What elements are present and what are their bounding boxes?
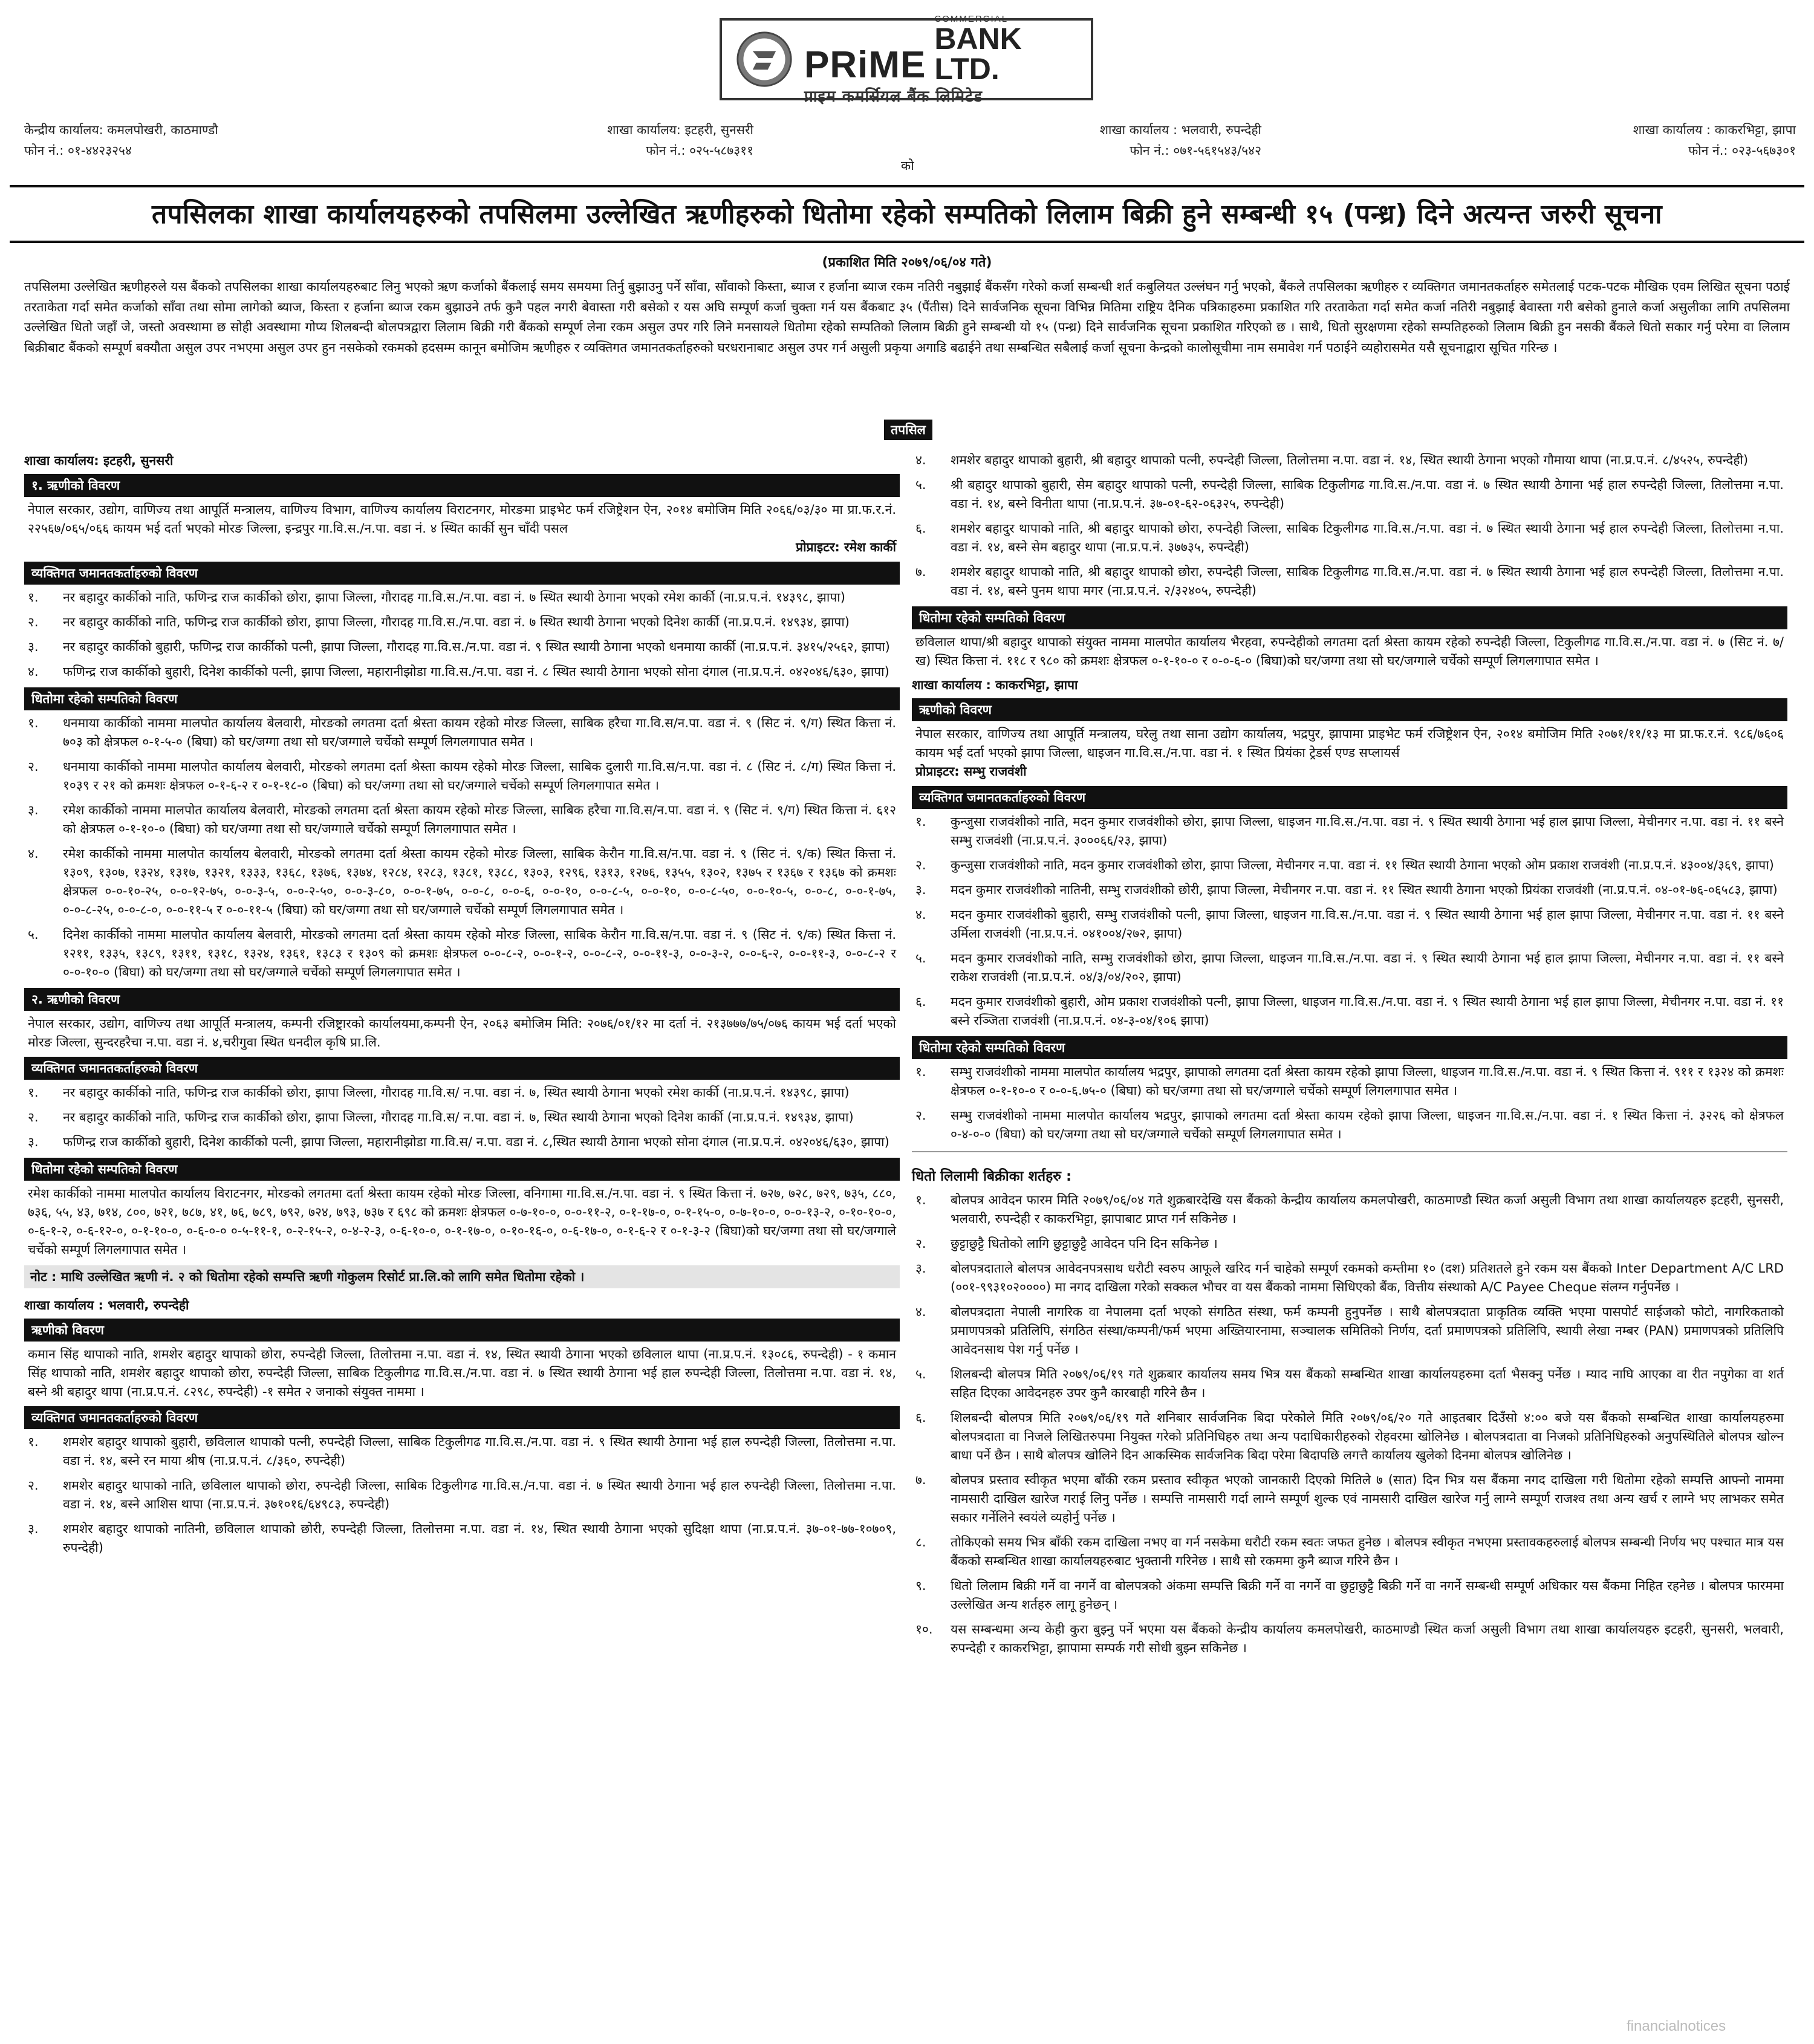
item-number: २. (915, 1108, 926, 1123)
item-number: ६. (915, 1410, 926, 1425)
section-divider (912, 1151, 1787, 1152)
office-bhalwari-phone: फोन नं.: ०७१-५६१५४३/५४२ (1130, 143, 1261, 158)
item-number: ४. (28, 846, 39, 861)
item-number: १. (915, 1193, 926, 1207)
list-item (24, 1519, 900, 1562)
item-number: २. (28, 615, 39, 629)
section-heading: व्यक्तिगत जमानतकर्ताहरुको विवरण (24, 1406, 900, 1429)
item-number: ४. (915, 907, 926, 922)
list-item (24, 713, 900, 756)
list-item (24, 800, 900, 843)
list-item (24, 661, 900, 686)
section-heading: व्यक्तिगत जमानतकर्ताहरुको विवरण (24, 562, 900, 585)
item-text: तोकिएको समय भित्र बाँकी रकम दाखिला नभए वा गर्न नसकेमा धरौटी रकम स्वतः जफत हुनेछ । बोलपत्र स्वीकृत नभएमा प्रस्तावकहरुलाई बोलपत्र सम्बन्धी निर्णय भए पश्चात मात्र यस बैंकको सम्बन्धित शाखा कार्यालयहरुबाट भुक्तानी गरिनेछ । साथै सो रकममा कुनै ब्याज गरिने छैन । (951, 1535, 1784, 1568)
list-item (912, 475, 1787, 518)
list-item (912, 1062, 1787, 1105)
ko-label: को (901, 158, 914, 173)
list-item (912, 1258, 1787, 1302)
section-heading: १. ऋणीको विवरण (24, 474, 900, 497)
list-item (24, 637, 900, 661)
bank-logo (720, 13, 1093, 106)
item-text: नर बहादुर कार्कीको नाति, फणिन्द्र राज कार्कीको छोरा, झापा जिल्ला, गौरादह गा.वि.स./न.पा. वडा नं. ७ स्थित स्थायी ठेगाना भएको दिनेश कार्की (ना.प्र.प.नं. १४९३४, झापा) (63, 615, 850, 629)
item-text: मदन कुमार राजवंशीको नातिनी, सम्भु राजवंशीको छोरी, झापा जिल्ला, मेचीनगर न.पा. वडा नं. ११ स्थित स्थायी ठेगाना भएको प्रियंका राजवंशी (ना.प्र.प.नं. ०४-०१-७६-०६५८३, झापा) (951, 883, 1778, 897)
list-item (24, 1475, 900, 1519)
item-text: शमशेर बहादुर थापाको नाति, श्री बहादुर थापाको छोरा, रुपन्देही जिल्ला, साबिक टिकुलीगढ गा.वि.स./न.पा. वडा नं. ७ स्थित स्थायी ठेगाना भई हाल रुपन्देही जिल्ला, तिलोत्तमा न.पा. वडा नं. १४, बस्ने पुनम थापा मगर (ना.प्र.प.नं. २/३२४०५, रुपन्देही) (951, 565, 1784, 598)
item-number: १. (28, 716, 39, 730)
borrower-text: कमान सिंह थापाको नाति, शमशेर बहादुर थापाको छोरा, रुपन्देही जिल्ला, तिलोत्तमा न.पा. वडा नं. १४, स्थित स्थायी ठेगाना भएको छविलाल थापा (ना.प्र.प.नं. १३०८६, रुपन्देही) - १ कमान सिंह थापाको नाति, शमशेर बहादुर थापाको छोरा, रुपन्देही जिल्ला, साबिक टिकुलीगढ गा.वि.स./न.पा. वडा नं. ७ स्थित स्थायी ठेगाना भई हाल रुपन्देही जिल्ला, तिलोत्तमा न.पा. वडा नं. १४, बस्ने श्री बहादुर थापा (ना.प्र.प.नं. ८२९८, रुपन्देही) -१ समेत २ जनाको संयुक्त नाममा । (28, 1347, 896, 1399)
guarantor-list (24, 1082, 900, 1157)
section-heading: धितोमा रहेको सम्पतिको विवरण (912, 606, 1787, 629)
collateral-text: रमेश कार्कीको नाममा मालपोत कार्यालय विराटनगर, मोरङको लगतमा दर्ता श्रेस्ता कायम रहेको मोरङ जिल्ला, वनिगामा गा.वि.स./न.पा. वडा नं. ९ स्थित कित्ता नं. ७२७, ७२८, ७२९, ७३५, ८८०, ७३६, ५५, ४३, ७१४, ८००, ७२१, ७८७, ४१, ७६, ७८९, ७९२, ७२४, ७९३, ७३७ र ६९८ को क्रमशः क्षेत्रफल ०-७-१०-०, ०-०-११-२, ०-१-१७-०, ०-१-१५-०, ०-७-१०-०, ०-०-१३-२, ०-१०-१०-०, ०-६-१-२, ०-६-१२-०, ०-१-१०-०, ०-६-०-० ०-५-११-१, ०-२-१५-२, ०-४-२-३, ०-६-१०-०, ०-१-१७-०, ०-१०-१६-०, ०-६-१७-०, ०-१-६-२ र ०-१-३-२ (बिघा)को घर/जग्गा तथा सो घर/जग्गाले चर्चेको सम्पूर्ण लिगलगापात समेत । (28, 1186, 896, 1257)
item-text: छुट्टाछुट्टै धितोको लागि छुट्टाछुट्टै आवेदन पनि दिन सकिनेछ । (951, 1236, 1218, 1251)
list-item (24, 1082, 900, 1107)
bank-emblem-icon (735, 30, 793, 88)
item-number: १०. (915, 1622, 933, 1637)
item-text: नर बहादुर कार्कीको नाति, फणिन्द्र राज कार्कीको छोरा, झापा जिल्ला, गौरादह गा.वि.स./न.पा. वडा नं. ७ स्थित स्थायी ठेगाना भएको रमेश कार्की (ना.प्र.प.नं. १४३९८, झापा) (63, 590, 845, 605)
item-number: ६. (915, 521, 926, 536)
collateral-list (24, 713, 900, 987)
item-number: ५. (915, 478, 926, 492)
list-item (912, 1233, 1787, 1258)
office-bhalwari-address: शाखा कार्यालय : भलवारी, रुपन्देही (1099, 123, 1261, 137)
item-number: ३. (28, 640, 39, 654)
item-number: १. (915, 1065, 926, 1079)
item-text: धितो लिलाम बिक्री गर्ने वा नगर्ने वा बोलपत्रको अंकमा सम्पत्ति बिक्री गर्ने वा नगर्ने वा छुट्टाछुट्टै बिक्री गर्ने वा नगर्ने सम्बन्धी सम्पूर्ण अधिकार यस बैंकमा निहित रहनेछ । बोलपत्र फारममा उल्लेखित अन्य शर्तहरु लागू हुनेछन् । (951, 1578, 1784, 1612)
section-heading: व्यक्तिगत जमानतकर्ताहरुको विवरण (24, 1057, 900, 1080)
list-item (912, 1302, 1787, 1364)
logo-bank: BANK LTD. (934, 21, 1022, 86)
list-item (24, 1107, 900, 1132)
logo-nepali-name: प्राइम कमर्सियल बैंक लिमिटेड (804, 87, 983, 106)
list-item (912, 1470, 1787, 1532)
item-text: धनमाया कार्कीको नाममा मालपोत कार्यालय बेलवारी, मोरङको लगतमा दर्ता श्रेस्ता कायम रहेको मोरङ जिल्ला, साबिक हरैचा गा.वि.स/न.पा. वडा नं. ९ (सिट नं. ९/ग) स्थित कित्ता नं. ७०३ को क्षेत्रफल ०-१-५-० (बिघा) को घर/जग्गा तथा सो घर/जग्गाले चर्चेको सम्पूर्ण लिगलगापात समेत । (63, 716, 896, 749)
list-item (912, 855, 1787, 880)
borrower-details (912, 724, 1787, 785)
list-item (912, 1407, 1787, 1470)
office-central (24, 120, 218, 161)
list-item (24, 924, 900, 987)
list-item (912, 948, 1787, 991)
list-item (912, 904, 1787, 948)
tapsil-label: तपसिल (884, 420, 932, 440)
office-itahari-address: शाखा कार्यालय: इटहरी, सुनसरी (607, 123, 753, 137)
item-text: कुन्जुसा राजवंशीको नाति, मदन कुमार राजवंशीको छोरा, झापा जिल्ला, धाइजन गा.वि.स./न.पा. वडा नं. ९ स्थित स्थायी ठेगाना भई हाल झापा जिल्ला, मेचीनगर न.पा. वडा नं. ११ बस्ने सम्भु राजवंशी (ना.प्र.प.नं. ३०००६६/२३, झापा) (951, 814, 1784, 848)
item-number: ७. (915, 565, 926, 579)
list-item (912, 991, 1787, 1035)
list-item (24, 612, 900, 637)
item-number: २. (915, 858, 926, 872)
office-central-phone: फोन नं.: ०१-४४२३२५४ (24, 143, 132, 158)
guarantor-list-continued (912, 450, 1787, 605)
office-kakarbhitta (1548, 120, 1796, 161)
guarantor-list (912, 811, 1787, 1035)
logo-commercial: COMMERCIAL (934, 13, 1009, 24)
notice-title: तपसिलका शाखा कार्यालयहरुको तपसिलमा उल्लेखित ऋणीहरुको धितोमा रहेको सम्पतिको लिलाम बिक्री हुने सम्बन्धी १५ (पन्ध्र) दिने अत्यन्त जरुरी सूचना (151, 199, 1663, 230)
item-text: सम्भु राजवंशीको नाममा मालपोत कार्यालय भद्रपुर, झापाको लगतमा दर्ता श्रेस्ता कायम रहेको झापा जिल्ला, धाइजन गा.वि.स./न.पा. वडा नं. १ स्थित कित्ता नं. ३२२६ को क्षेत्रफल ०-४-०-० (बिघा) को घर/जग्गा तथा सो घर/जग्गाले चर्चेको सम्पूर्ण लिगलगापात समेत । (951, 1108, 1784, 1141)
borrower-text: नेपाल सरकार, उद्योग, वाणिज्य तथा आपूर्ति मन्त्रालय, कम्पनी रजिष्ट्रारको कार्यालयमा,कम्पनी ऐन, २०६३ बमोजिम मिति: २०७६/०१/१२ मा दर्ता नं. २१३७७७/७५/०७६ कायम भई दर्ता भएको मोरङ जिल्ला, सुन्दरहरैचा न.पा. वडा नं. ४,चरीगुवा स्थित धनदील कृषि प्रा.लि. (28, 1016, 896, 1050)
list-item (912, 1364, 1787, 1407)
item-number: ३. (28, 1135, 39, 1149)
item-number: ८. (915, 1535, 926, 1549)
item-number: २. (28, 759, 39, 774)
item-text: नर बहादुर कार्कीको नाति, फणिन्द्र राज कार्कीको छोरा, झापा जिल्ला, गौरादह गा.वि.स/ न.पा. वडा नं. ७, स्थित स्थायी ठेगाना भएको दिनेश कार्की (ना.प्र.प.नं. १४९३४, झापा) (63, 1110, 854, 1124)
item-text: श्री बहादुर थापाको बुहारी, सेम बहादुर थापाको पत्नी, रुपन्देही जिल्ला, साबिक टिकुलीगढ गा.वि.स./न.पा. वडा नं. ७ स्थित स्थायी ठेगाना भई हाल रुपन्देही जिल्ला, तिलोत्तमा न.पा. वडा नं. १४, बस्ने विनीता थापा (ना.प्र.प.नं. ३७-०१-६२-०६३२५, रुपन्देही) (951, 478, 1784, 511)
list-item (24, 1132, 900, 1157)
item-text: बोलपत्र आवेदन फारम मिति २०७९/०६/०४ गते शुक्रबारदेखि यस बैंकको केन्द्रीय कार्यालय कमलपोखरी, काठमाण्डौ स्थित कर्जा असुली विभाग तथा शाखा कार्यालयहरु इटहरी, सुनसरी, भलवारी, रुपन्देही र काकरभिट्टा, झापाबाट प्राप्त गर्न सकिनेछ । (951, 1193, 1784, 1226)
item-number: १. (28, 1435, 39, 1449)
office-kakarbhitta-phone: फोन नं.: ०२३-५६७३०१ (1688, 143, 1796, 158)
intro-paragraph: तपसिलमा उल्लेखित ऋणीहरुले यस बैंकको तपसिलका शाखा कार्यालयहरुबाट लिनु भएको ऋण कर्जाको बैंकलाई समय समयमा तिर्नु बुझाउनु पर्ने साँवा, साँवाको किस्ता, ब्याज र हर्जाना ब्याज रकम नतिरी नबुझाई बैंकसँग गरेको कर्जा सम्बन्धी शर्त कबुलियत उल्लंघन गर्नु भएको, बैंकले तपसिलका ऋणीहरु र व्यक्तिगत जमानतकर्ताहरु समेतलाई पटक-पटक मौखिक एवम लिखित सूचना पठाई तरताकेता गर्दा समेत कर्जाको साँवा तथा सोमा लागेको ब्याज, किस्ता र हर्जाना ब्याज रकम बुझाउने तर्फ कुनै पहल नगरी बेवास्ता गरी बसेको र यस अघि सम्पूर्ण कर्जा चुक्ता गर्न यस बैंकबाट ३५ (पैंतीस) दिने सार्वजनिक सूचना विभिन्न मितिमा राष्ट्रिय दैनिक पत्रिकाहरुमा प्रकाशित गरि तरताकेता गर्दा समेत कर्जा नतिरी नबुझाई बेवास्ता गरी बसेको हुनाले कर्जा असुलीका लागि तपसिलमा उल्लेखित धितो जहाँ जे, जस्तो अवस्थामा छ सोही अवस्थामा गोप्य शिलबन्दी बोलपत्रद्वारा लिलाम बिक्री गरी बैंकको सम्पूर्ण लेना रकम असुल उपर गरि लिने मनसायले धितोमा रहेको सम्पतिको लिलाम बिक्री हुने सम्बन्धी यो १५ (पन्ध्र) दिने सार्वजनिक सूचना प्रकाशित गरिएको छ । साथै, धितो सुरक्षणमा रहेको सम्पतिहरुको लिलाम बिक्री हुन नसकी बैंकले धितो सकार गर्नु परेमा वा लिलाम बिक्रीबाट बैंकको सम्पूर्ण बक्यौता असुल उपर नभएमा असुल उपर हुन नसकेको रकमको हदसम्म कानून बमोजिम ऋणीहरु र व्यक्तिगत जमानतकर्ताहरुको घरधरानाबाट असुल उपर गर्न असुली प्रकृया अगाडि बढाईने तथा सम्बन्धित सबैलाई कर्जा सूचना केन्द्रको कालोसूचीमा नाम समावेश गर्न पठाईने व्यहोरासमेत यसै सूचनाद्वारा सूचित गरिन्छ । (24, 279, 1790, 355)
item-number: ६. (915, 994, 926, 1009)
borrower-details (24, 499, 900, 560)
conditions-list (912, 1190, 1787, 1663)
borrower-text: नेपाल सरकार, वाणिज्य तथा आपूर्ति मन्त्रालय, घरेलु तथा साना उद्योग कार्यालय, भद्रपुर, झापामा प्राइभेट फर्म रजिष्ट्रेशन ऐन, २०१४ बमोजिम मिति २०७१/११/१३ मा प्रा.फ.र.नं. ९८६/७६०६ कायम भई दर्ता भएको झापा जिल्ला, धाइजन गा.वि.स./न.पा. वडा नं. १ स्थित प्रियंका ट्रेडर्स एण्ड सप्लायर्स (915, 727, 1784, 760)
office-central-address: केन्द्रीय कार्यालय: कमलपोखरी, काठमाण्डौ (24, 123, 218, 137)
logo-prime: PRiME (804, 44, 926, 86)
item-text: रमेश कार्कीको नाममा मालपोत कार्यालय बेलवारी, मोरङको लगतमा दर्ता श्रेस्ता कायम रहेको मोरङ जिल्ला, साबिक केरौन गा.वि.स/न.पा. वडा नं. ९ (सिट नं. ९/क) स्थित कित्ता नं. १३०९, १३०७, १३२४, १३१७, १३२१, १३३३, १३६८, १३७६, १३७४, १२८४, १२८३, १३८१, १३८८, १३०३, १२९६, १३१३, १२७६, १३५५, १३०२, १३७५ र १३६७ र १३६७ को क्रमशः क्षेत्रफल ०-०-१०-२५, ०-०-१२-७५, ०-०-३-५, ०-०-२-५०, ०-०-३-८०, ०-०-१-७५, ०-०-८, ०-०-६, ०-०-१०, ०-०-८-५, ०-०-१०, ०-०-८-५०, ०-०-१०-५, ०-०-८, ०-०-१-७५, ०-०-८-२५, ०-०-८-०, ०-०-११-५ र ०-०-११-५ (बिघा) को घर/जग्गा तथा सो घर/जग्गाले चर्चेको सम्पूर्ण लिगलगापात समेत । (63, 846, 896, 917)
publication-date: (प्रकाशित मिति २०७९/०६/०४ गते) (822, 255, 992, 270)
collateral-list (912, 1062, 1787, 1149)
header-rule-top (10, 185, 1804, 187)
item-number: ७. (915, 1473, 926, 1487)
left-column (24, 450, 900, 1562)
item-number: ३. (28, 803, 39, 817)
office-bhalwari (1050, 120, 1261, 161)
branch-kakarbhitta-heading: शाखा कार्यालय : काकरभिट्टा, झापा (912, 678, 1078, 692)
proprietor: प्रोप्राइटर: रमेश कार्की (796, 540, 896, 554)
list-item (912, 1105, 1787, 1149)
section-heading: ऋणीको विवरण (24, 1319, 900, 1342)
item-text: शिलबन्दी बोलपत्र मिति २०७९/०६/१९ गते शुक्रबार कार्यालय समय भित्र यस बैंकको सम्बन्धित शाखा कार्यालयहरुमा दर्ता भैसक्नु पर्नेछ । म्याद नाघि आएका वा रीत नपुगेका वा शर्त सहित दिएका आवेदनहरु उपर कुनै कारबाही गरिने छैन । (951, 1367, 1784, 1400)
item-number: १. (28, 590, 39, 605)
item-text: फणिन्द्र राज कार्कीको बुहारी, दिनेश कार्कीको पत्नी, झापा जिल्ला, महारानीझोडा गा.वि.स/ न.पा. वडा नं. ८,स्थित स्थायी ठेगाना भएको सोना दंगाल (ना.प्र.प.नं. ०४२०४६/६३०, झापा) (63, 1135, 889, 1149)
item-text: बोलपत्रदाता नेपाली नागरिक वा नेपालमा दर्ता भएको संगठित संस्था, फर्म कम्पनी हुनुपर्नेछ । साथै बोलपत्रदाता प्राकृतिक व्यक्ति भएमा पासपोर्ट साईजको फोटो, नागरिकताको प्रमाणपत्रको प्रतिलिपि, संगठित संस्था/कम्पनी/फर्म भएमा अख्तियारनामा, सञ्चालक समितिको निर्णय, दर्ता प्रमाणपत्रको प्रतिलिपि, स्थायी लेखा नम्बर (PAN) प्रमाणपत्रको प्रतिलिपि आवेदनसाथ पेश गर्नु पर्नेछ । (951, 1305, 1784, 1357)
item-text: शमशेर बहादुर थापाको नाति, श्री बहादुर थापाको छोरा, रुपन्देही जिल्ला, साबिक टिकुलीगढ गा.वि.स./न.पा. वडा नं. ७ स्थित स्थायी ठेगाना भई हाल रुपन्देही जिल्ला, तिलोत्तमा न.पा. वडा नं. १४, बस्ने सेम बहादुर थापा (ना.प्र.प.नं. ३७७३५, रुपन्देही) (951, 521, 1784, 554)
list-item (24, 756, 900, 800)
item-text: रमेश कार्कीको नाममा मालपोत कार्यालय बेलवारी, मोरङको लगतमा दर्ता श्रेस्ता कायम रहेको मोरङ जिल्ला, साबिक हरैचा गा.वि.स/न.पा. वडा नं. ९ (सिट नं. ९/ग) स्थित कित्ता नं. ६१२ को क्षेत्रफल ०-१-१०-० (बिघा) को घर/जग्गा तथा सो घर/जग्गाले चर्चेको सम्पूर्ण लिगलगापात समेत । (63, 803, 896, 836)
item-text: शमशेर बहादुर थापाको नाति, छविलाल थापाको छोरा, रुपन्देही जिल्ला, साबिक टिकुलीगढ गा.वि.स./न.पा. वडा नं. ७ स्थित स्थायी ठेगाना भई हाल रुपन्देही जिल्ला, तिलोत्तमा न.पा. वडा नं. १४, बस्ने आशिस थापा (ना.प्र.प.नं. ३७१०१६/६४९८३, रुपन्देही) (63, 1478, 896, 1511)
item-text: मदन कुमार राजवंशीको नाति, सम्भु राजवंशीको छोरा, झापा जिल्ला, धाइजन गा.वि.स./न.पा. वडा नं. ९ स्थित स्थायी ठेगाना भई हाल झापा जिल्ला, मेचीनगर न.पा. वडा नं. ११ बस्ने राकेश राजवंशी (ना.प्र.प.नं. ०४/३/०४/२०२, झापा) (951, 951, 1784, 984)
list-item (912, 562, 1787, 605)
item-text: शमशेर बहादुर थापाको बुहारी, छविलाल थापाको पत्नी, रुपन्देही जिल्ला, साबिक टिकुलीगढ गा.वि.स./न.पा. वडा नं. ९ स्थित स्थायी ठेगाना भई हाल रुपन्देही जिल्ला, तिलोत्तमा न.पा. वडा नं. १४, बस्ने रन माया श्रीष (ना.प्र.प.नं. ८/३६०, रुपन्देही) (63, 1435, 896, 1468)
office-itahari-phone: फोन नं.: ०२५-५८७३११ (646, 143, 753, 158)
item-number: २. (28, 1478, 39, 1493)
proprietor: प्रोप्राइटर: सम्भु राजवंशी (915, 764, 1027, 779)
section-heading: धितोमा रहेको सम्पतिको विवरण (24, 1158, 900, 1181)
section-heading: व्यक्तिगत जमानतकर्ताहरुको विवरण (912, 786, 1787, 809)
item-number: २. (28, 1110, 39, 1124)
list-item (912, 1532, 1787, 1575)
item-number: १. (915, 814, 926, 829)
list-item (912, 450, 1787, 475)
item-text: सम्भु राजवंशीको नाममा मालपोत कार्यालय भद्रपुर, झापाको लगतमा दर्ता श्रेस्ता कायम रहेको झापा जिल्ला, धाइजन गा.वि.स./न.पा. वडा नं. ९ स्थित कित्ता नं. ९११ र १३२४ को क्रमशः क्षेत्रफल ०-१-१०-० र ०-०-६.७५-० (बिघा) को घर/जग्गा तथा सो घर/जग्गाले चर्चेको सम्पूर्ण लिगलगापात समेत । (951, 1065, 1784, 1098)
item-number: ३. (915, 883, 926, 897)
office-kakarbhitta-address: शाखा कार्यालय : काकरभिट्टा, झापा (1633, 123, 1796, 137)
guarantor-list (24, 1432, 900, 1562)
list-item (912, 811, 1787, 855)
item-text: नर बहादुर कार्कीको नाति, फणिन्द्र राज कार्कीको छोरा, झापा जिल्ला, गौरादह गा.वि.स/ न.पा. वडा नं. ७, स्थित स्थायी ठेगाना भएको रमेश कार्की (ना.प्र.प.नं. १४३९८, झापा) (63, 1085, 850, 1100)
item-number: २. (915, 1236, 926, 1251)
item-text: बोलपत्र प्रस्ताव स्वीकृत भएमा बाँकी रकम प्रस्ताव स्वीकृत भएको जानकारी दिएको मितिले ७ (सात) दिन भित्र यस बैंकमा नगद दाखिला गरी धितोमा रहेको सम्पत्ति आफ्नो नाममा नामसारी दाखिल खारेज गराई लिनु पर्नेछ । सम्पत्ति नामसारी गर्दा लाग्ने सम्पूर्ण शुल्क एवं नामसारी दाखिल खारेज गर्नु लाग्ने सम्पूर्ण राजश्व तथा अन्य खर्च र लाग्ने भए लाभकर समेत सकार गर्नेलिने स्वयंले व्यहोर्नु पर्नेछ । (951, 1473, 1784, 1525)
item-text: मदन कुमार राजवंशीको बुहारी, सम्भु राजवंशीको पत्नी, झापा जिल्ला, धाइजन गा.वि.स./न.पा. वडा नं. ९ स्थित स्थायी ठेगाना भई हाल झापा जिल्ला, मेचीनगर न.पा. वडा नं. ११ बस्ने उर्मिला राजवंशी (ना.प्र.प.नं. ०४१००४/२७२, झापा) (951, 907, 1784, 941)
item-number: ४. (915, 453, 926, 467)
section-heading: धितोमा रहेको सम्पतिको विवरण (24, 687, 900, 710)
list-item (912, 1619, 1787, 1663)
item-number: १. (28, 1085, 39, 1100)
item-number: ५. (915, 1367, 926, 1381)
item-number: ४. (28, 664, 39, 679)
logo-text (804, 15, 1078, 105)
list-item (24, 843, 900, 924)
item-text: शमशेर बहादुर थापाको नातिनी, छविलाल थापाको छोरी, रुपन्देही जिल्ला, तिलोत्तमा न.पा. वडा नं. १४, स्थित स्थायी ठेगाना भएको सुदिक्षा थापा (ना.प्र.प.नं. ३७-०१-७७-१०७०९, रुपन्देही) (63, 1522, 896, 1555)
item-number: ४. (915, 1305, 926, 1319)
item-number: ९. (915, 1578, 926, 1593)
section-heading: २. ऋणीको विवरण (24, 988, 900, 1011)
note: नोट : माथि उल्लेखित ऋणी नं. २ को धितोमा रहेको सम्पत्ति ऋणी गोकुलम रिसोर्ट प्रा.लि.को लागि समेत धितोमा रहेको । (24, 1265, 900, 1288)
item-number: ५. (915, 951, 926, 965)
collateral-text: छविलाल थापा/श्री बहादुर थापाको संयुक्त नाममा मालपोत कार्यालय भैरहवा, रुपन्देहीको लगतमा दर्ता श्रेस्ता कायम रहेको रुपन्देही जिल्ला, टिकुलीगढ गा.वि.स./न.पा. वडा नं. ७ (सिट नं. ७/ख) स्थित कित्ता नं. ११८ र ९८० को क्रमशः क्षेत्रफल ०-१-१०-० र ०-०-६-० (बिघा)को घर/जग्गा तथा सो घर/जग्गाले चर्चेको सम्पूर्ण लिगलगापात समेत । (915, 635, 1784, 668)
office-itahari (554, 120, 753, 161)
item-text: नर बहादुर कार्कीको बुहारी, फणिन्द्र राज कार्कीको पत्नी, झापा जिल्ला, गौरादह गा.वि.स./न.पा. वडा नं. ९ स्थित स्थायी ठेगाना भएको धनमाया कार्की (ना.प्र.प.नं. ३४१५/२५६२, झापा) (63, 640, 890, 654)
list-item (912, 880, 1787, 904)
list-item (912, 1575, 1787, 1619)
list-item (24, 1432, 900, 1475)
item-number: ३. (915, 1261, 926, 1276)
list-item (912, 518, 1787, 562)
item-text: कुन्जुसा राजवंशीको नाति, मदन कुमार राजवंशीको छोरा, झापा जिल्ला, मेचीनगर न.पा. वडा नं. ११ स्थित स्थायी ठेगाना भएको ओम प्रकाश राजवंशी (ना.प्र.प.नं. ४३००४/३६९, झापा) (951, 858, 1774, 872)
item-text: शिलबन्दी बोलपत्र मिति २०७९/०६/१९ गते शनिबार सार्वजनिक बिदा परेकोले मिति २०७९/०६/२० गते आइतबार दिउँसो ४:०० बजे यस बैंकको सम्बन्धित शाखा कार्यालयहरुमा बोलपत्रदाता वा निजले लिखितरुपमा नियुक्त गरेको प्रतिनिधिहरु तथा अन्य पदाधिकारीहरुको रोहवरमा खोलिनेछ । बोलपत्रदाता वा निजको प्रतिनिधिहरुको अनुपस्थितिले बोलपत्र खोल्न बाधा पर्ने छैन । साथै बोलपत्र खोलिने दिन आकस्मिक सार्वजनिक बिदा परेमा बिदापछि लगत्तै कार्यालय खुलेको दिनमा बोलपत्र खोलिनेछ । (951, 1410, 1784, 1462)
section-heading: धितोमा रहेको सम्पतिको विवरण (912, 1036, 1787, 1059)
item-text: दिनेश कार्कीको नाममा मालपोत कार्यालय बेलवारी, मोरङको लगतमा दर्ता श्रेस्ता कायम रहेको मोरङ जिल्ला, साबिक केरौन गा.वि.स/न.पा. वडा नं. ९ (सिट नं. ९/क) स्थित कित्ता नं. १२११, १३३५, १३८९, १३११, १३१८, १३२४, १३६१, १३८३ र १३०९ को क्रमशः क्षेत्रफल ०-०-८-२, ०-०-१-२, ०-०-८-२, ०-०-११-३, ०-०-३-२, ०-०-६-२, ०-०-११-३, ०-०-८-२ र ०-०-१०-० (बिघा) को घर/जग्गा तथा सो घर/जग्गाले चर्चेको सम्पूर्ण लिगलगापात समेत । (63, 927, 896, 979)
watermark: financialnotices (1627, 2018, 1726, 2034)
item-text: शमशेर बहादुर थापाको बुहारी, श्री बहादुर थापाको पत्नी, रुपन्देही जिल्ला, तिलोत्तमा न.पा. वडा नं. १४, स्थित स्थायी ठेगाना भएको गौमाया थापा (ना.प्र.प.नं. ८/४५२५, रुपन्देही) (951, 453, 1749, 467)
item-text: धनमाया कार्कीको नाममा मालपोत कार्यालय बेलवारी, मोरङको लगतमा दर्ता श्रेस्ता कायम रहेको मोरङ जिल्ला, साबिक दुलारी गा.वि.स/न.पा. वडा नं. ८ (सिट नं. ८/ग) स्थित कित्ता नं. १०३९ र २१ को क्रमशः क्षेत्रफल ०-१-६-२ र ०-१-१८-० (बिघा) को घर/जग्गा तथा सो घर/जग्गाले चर्चेको सम्पूर्ण लिगलगापात समेत । (63, 759, 896, 793)
conditions-heading: धितो लिलामी बिक्रीका शर्तहरु : (912, 1169, 1072, 1184)
item-text: बोलपत्रदाताले बोलपत्र आवेदनपत्रसाथ धरौटी स्वरुप आफूले खरिद गर्न चाहेको सम्पूर्ण रकमको कम्तीमा १० (दश) प्रतिशतले हुने रकम यस बैंकको Inter Department A/C LRD (००१-९९३१०२००००) मा नगद दाखिला गरेको सक्कल भौचर वा यस बैंकको नाममा सिधिएको बैंक, वित्तीय संस्थाको A/C Payee Cheque संलग्न गर्नुपर्नेछ । (951, 1261, 1784, 1294)
section-heading: ऋणीको विवरण (912, 698, 1787, 721)
list-item (24, 587, 900, 612)
borrower-text: नेपाल सरकार, उद्योग, वाणिज्य तथा आपूर्ति मन्त्रालय, वाणिज्य विभाग, वाणिज्य कार्यालय विराटनगर, मोरङमा प्राइभेट फर्म रजिष्ट्रेशन ऐन, २०१४ बमोजिम मिति २०६६/०३/३० मा प्रा.फ.र.नं. २२५६७/०६५/०६६ कायम भई दर्ता भएको मोरङ जिल्ला, इन्द्रपुर गा.वि.स./न.पा. वडा नं. ४ स्थित कार्की सुन चाँदी पसल (28, 502, 896, 536)
item-text: फणिन्द्र राज कार्कीको बुहारी, दिनेश कार्कीको पत्नी, झापा जिल्ला, महारानीझोडा गा.वि.स./न.पा. वडा नं. ८ स्थित स्थायी ठेगाना भएको सोना दंगाल (ना.प्र.प.नं. ०४२०४६/६३०, झापा) (63, 664, 889, 679)
item-number: ३. (28, 1522, 39, 1536)
item-text: मदन कुमार राजवंशीको बुहारी, ओम प्रकाश राजवंशीको पत्नी, झापा जिल्ला, धाइजन गा.वि.स./न.पा. वडा नं. ९ स्थित स्थायी ठेगाना भई हाल झापा जिल्ला, मेचीनगर न.पा. वडा नं. ११ बस्ने रञ्जिता राजवंशी (ना.प्र.प.नं. ०४-३-०४/१०६ झापा) (951, 994, 1784, 1028)
item-number: ५. (28, 927, 39, 942)
item-text: यस सम्बन्धमा अन्य केही कुरा बुझ्नु पर्ने भएमा यस बैंकको केन्द्रीय कार्यालय कमलपोखरी, काठमाण्डौ स्थित कर्जा असुली विभाग तथा शाखा कार्यालयहरु इटहरी, सुनसरी, भलवारी, रुपन्देही र काकरभिट्टा, झापामा सम्पर्क गरी सोधी बुझ्न सकिनेछ । (951, 1622, 1784, 1655)
header-rule-bottom (10, 241, 1804, 243)
branch-itahari-heading: शाखा कार्यालय: इटहरी, सुनसरी (24, 453, 174, 468)
right-column (912, 450, 1787, 1663)
branch-bhalwari-heading: शाखा कार्यालय : भलवारी, रुपन्देही (24, 1298, 189, 1312)
guarantor-list (24, 587, 900, 686)
list-item (912, 1190, 1787, 1233)
